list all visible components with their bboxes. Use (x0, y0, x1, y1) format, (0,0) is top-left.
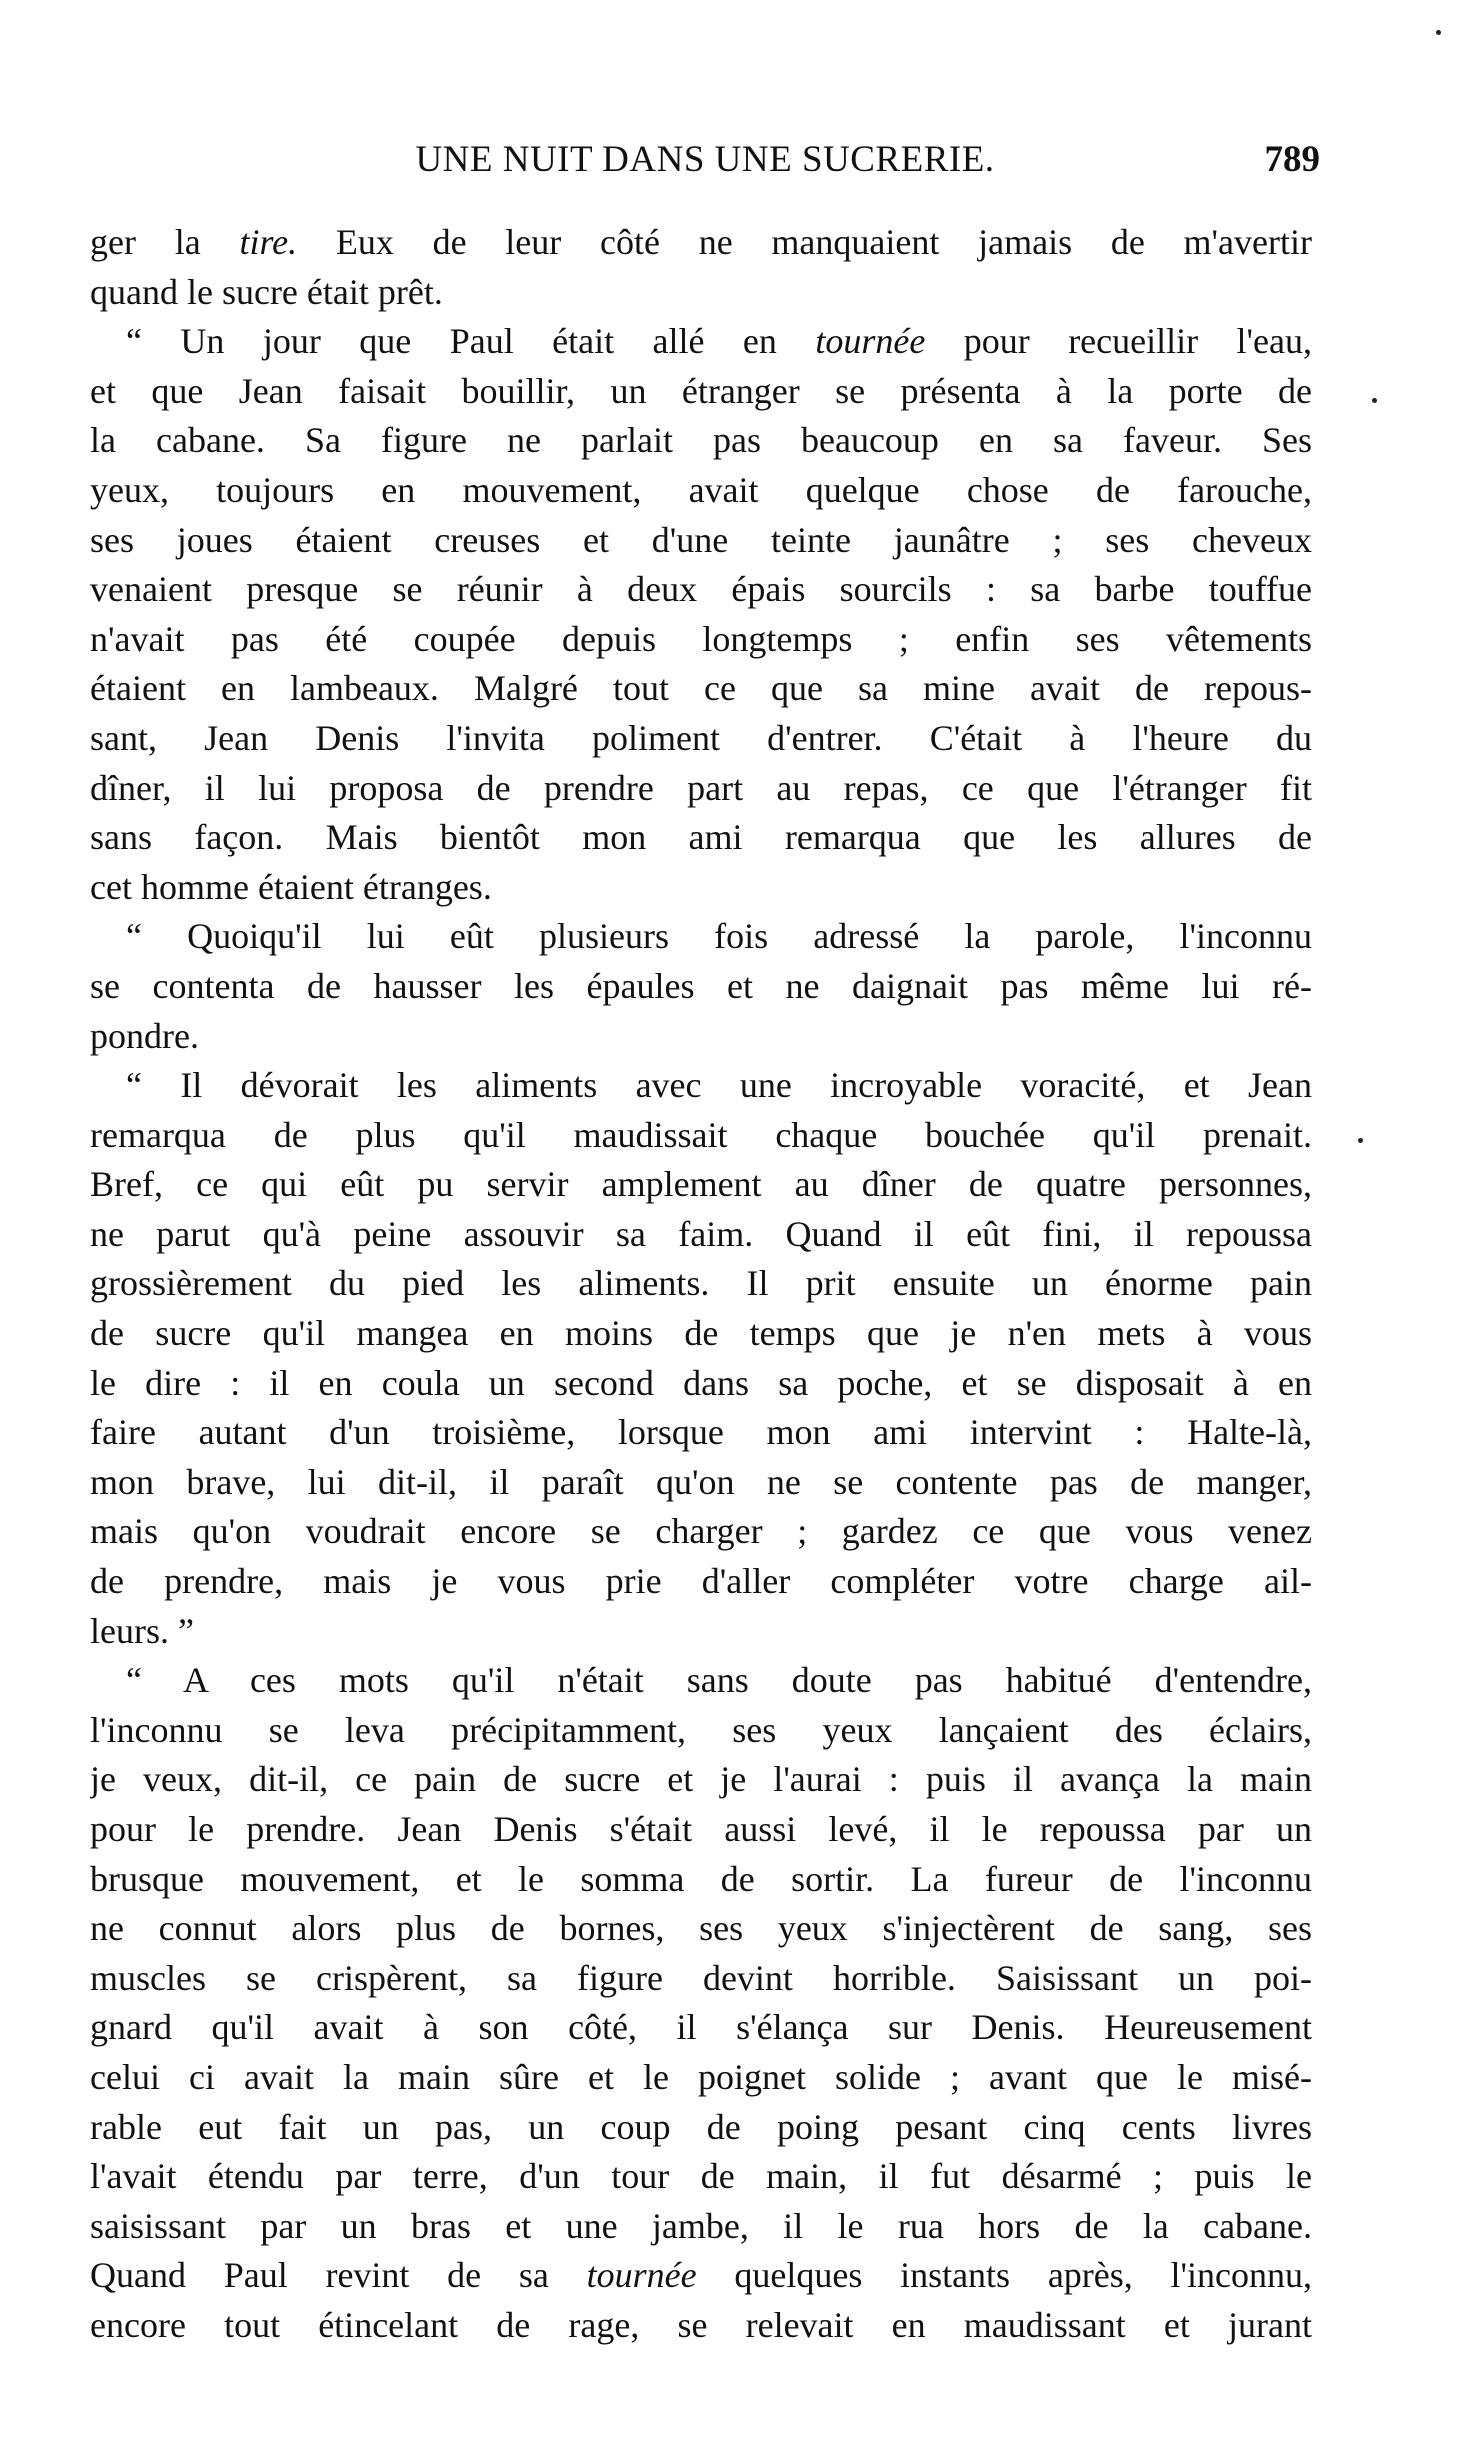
text-line (90, 416, 1312, 466)
text-line (90, 2202, 1312, 2252)
text-segment: celui ci avait la main sûre et le poignet solide ; avant que le misé- (90, 2056, 1312, 2097)
text-line (90, 1111, 1312, 1161)
text-line (90, 1607, 1312, 1657)
text-line (90, 664, 1312, 714)
text-segment: mon brave, lui dit-il, il paraît qu'on ne se contente pas de manger, (90, 1461, 1312, 1502)
page-number: 789 (1264, 139, 1320, 180)
text-segment: l'avait étendu par terre, d'un tour de main, il fut désarmé ; puis le (90, 2156, 1312, 2197)
text-line (90, 615, 1312, 665)
text-segment: quelques instants après, l'inconnu, (696, 2255, 1312, 2296)
text-line (90, 1954, 1312, 2004)
text-line (90, 2152, 1312, 2202)
text-line (90, 2003, 1312, 2053)
text-segment: ne connut alors plus de bornes, ses yeux s'injectèrent de sang, ses (90, 1908, 1312, 1949)
text-segment: ger la (90, 222, 240, 262)
text-segment: étaient en lambeaux. Malgré tout ce que sa mine avait de repous- (90, 668, 1312, 709)
text-segment: mais qu'on voudrait encore se charger ; gardez ce que vous venez (90, 1511, 1312, 1552)
text-line (90, 1557, 1312, 1607)
text-segment: sans façon. Mais bientôt mon ami remarqua que les allures de (90, 817, 1312, 858)
text-segment: grossièrement du pied les aliments. Il prit ensuite un énorme pain (90, 1263, 1312, 1304)
text-line (90, 764, 1312, 814)
text-segment: remarqua de plus qu'il maudissait chaque bouchée qu'il prenait. (90, 1114, 1312, 1155)
text-segment: leurs. ” (90, 1610, 194, 1651)
text-line (90, 565, 1312, 615)
text-segment: muscles se crispèrent, sa figure devint horrible. Saisissant un poi- (90, 1957, 1312, 1998)
text-line (90, 218, 1312, 268)
print-speck (1358, 1138, 1363, 1143)
italic-word: tournée (815, 321, 926, 362)
print-speck (1372, 398, 1377, 403)
text-line (90, 1656, 1312, 1706)
text-segment: Eux de leur côté ne manquaient jamais de m'avertir (297, 222, 1312, 262)
text-segment: et que Jean faisait bouillir, un étranger se présenta à la porte de (90, 370, 1312, 411)
text-line (90, 2103, 1312, 2153)
text-segment: ses joues étaient creuses et d'une teinte jaunâtre ; ses cheveux (90, 519, 1312, 560)
text-segment: “ Il dévorait les aliments avec une incroyable voracité, et Jean (126, 1065, 1312, 1106)
text-line (90, 1755, 1312, 1805)
text-segment: brusque mouvement, et le somma de sortir. La fureur de l'inconnu (90, 1858, 1312, 1899)
text-line (90, 367, 1312, 417)
text-segment: Bref, ce qui eût pu servir amplement au dîner de quatre personnes, (90, 1164, 1312, 1205)
text-line (90, 2053, 1312, 2103)
text-line (90, 1805, 1312, 1855)
text-line (90, 962, 1312, 1012)
text-line (90, 1160, 1312, 1210)
text-segment: cet homme étaient étranges. (90, 866, 492, 907)
text-line (90, 912, 1312, 962)
text-segment: n'avait pas été coupée depuis longtemps ; enfin ses vêtements (90, 618, 1312, 659)
text-line (90, 268, 1312, 318)
text-segment: ne parut qu'à peine assouvir sa faim. Quand il eût fini, il repoussa (90, 1213, 1312, 1254)
text-segment: encore tout étincelant de rage, se relevait en maudissant et jurant (90, 2304, 1312, 2345)
text-segment: sant, Jean Denis l'invita poliment d'entrer. C'était à l'heure du (90, 717, 1312, 758)
text-line (90, 1507, 1312, 1557)
text-segment: la cabane. Sa figure ne parlait pas beaucoup en sa faveur. Ses (90, 420, 1312, 461)
text-line (90, 1259, 1312, 1309)
text-line (90, 863, 1312, 913)
text-segment: pour recueillir l'eau, (925, 321, 1312, 362)
italic-word: tournée (586, 2255, 697, 2296)
text-segment: de sucre qu'il mangea en moins de temps que je n'en mets à vous (90, 1313, 1312, 1354)
text-segment: le dire : il en coula un second dans sa poche, et se disposait à en (90, 1362, 1312, 1403)
text-line (90, 1012, 1312, 1062)
text-line (90, 2301, 1312, 2351)
text-line (90, 1210, 1312, 1260)
text-segment: rable eut fait un pas, un coup de poing pesant cinq cents livres (90, 2106, 1312, 2147)
text-segment: quand le sucre était prêt. (90, 271, 443, 312)
text-segment: dîner, il lui proposa de prendre part au repas, ce que l'étranger fit (90, 767, 1312, 808)
text-line (90, 813, 1312, 863)
text-segment: venaient presque se réunir à deux épais sourcils : sa barbe touffue (90, 569, 1312, 610)
text-line (90, 714, 1312, 764)
text-segment: se contenta de hausser les épaules et ne daignait pas même lui ré- (90, 965, 1312, 1006)
italic-word: tire. (239, 222, 298, 262)
text-line (90, 1904, 1312, 1954)
text-segment: yeux, toujours en mouvement, avait quelque chose de farouche, (90, 469, 1312, 510)
text-line (90, 1458, 1312, 1508)
text-segment: “ A ces mots qu'il n'était sans doute pas habitué d'entendre, (126, 1660, 1312, 1701)
running-head (90, 138, 1320, 188)
text-segment: de prendre, mais je vous prie d'aller compléter votre charge ail- (90, 1561, 1312, 1602)
text-line (90, 2251, 1312, 2301)
text-line (90, 317, 1312, 367)
body-text (90, 218, 1312, 2351)
text-line (90, 1706, 1312, 1756)
print-speck (1436, 30, 1441, 35)
text-line (90, 1061, 1312, 1111)
text-line (90, 1408, 1312, 1458)
text-line (90, 516, 1312, 566)
running-title: UNE NUIT DANS UNE SUCRERIE. (415, 139, 995, 180)
text-segment: Quand Paul revint de sa (90, 2255, 587, 2296)
text-segment: gnard qu'il avait à son côté, il s'élança sur Denis. Heureusement (90, 2007, 1312, 2048)
text-segment: “ Un jour que Paul était allé en (126, 321, 816, 362)
text-segment: saisissant par un bras et une jambe, il le rua hors de la cabane. (90, 2205, 1312, 2246)
text-segment: pondre. (90, 1015, 199, 1056)
text-segment: pour le prendre. Jean Denis s'était aussi levé, il le repoussa par un (90, 1809, 1312, 1849)
text-segment: je veux, dit-il, ce pain de sucre et je l'aurai : puis il avança la main (90, 1759, 1312, 1800)
text-line (90, 1309, 1312, 1359)
text-segment: l'inconnu se leva précipitamment, ses yeux lançaient des éclairs, (90, 1709, 1312, 1750)
text-line (90, 1359, 1312, 1409)
text-segment: “ Quoiqu'il lui eût plusieurs fois adressé la parole, l'inconnu (126, 916, 1312, 957)
text-line (90, 1855, 1312, 1905)
text-segment: faire autant d'un troisième, lorsque mon ami intervint : Halte-là, (90, 1412, 1312, 1453)
text-line (90, 466, 1312, 516)
